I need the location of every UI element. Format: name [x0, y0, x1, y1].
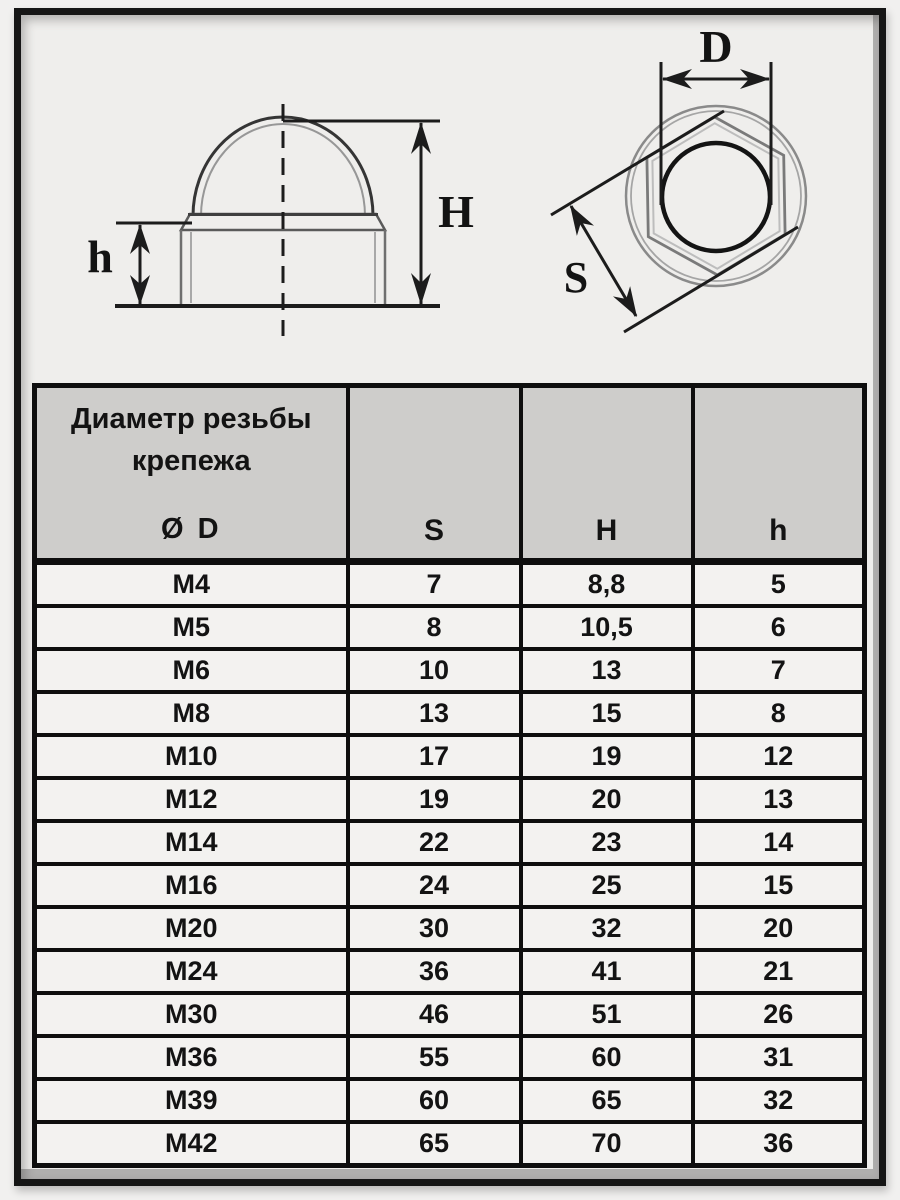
- dimensions-table: [32, 383, 867, 1168]
- cell-thread: M30: [35, 993, 348, 1036]
- cell-total-height: 60: [521, 1036, 693, 1079]
- outer-circle-inner-ring: [631, 111, 801, 281]
- cell-thread: M42: [35, 1122, 348, 1166]
- header-row: [35, 386, 865, 562]
- cell-total-height: 25: [521, 864, 693, 907]
- table-row: [35, 821, 865, 864]
- header-line2: крепежа: [131, 445, 251, 478]
- cell-thread: M24: [35, 950, 348, 993]
- header-wrench-size: [348, 386, 521, 562]
- header-label-s: S: [423, 514, 444, 547]
- cell-base-height: 20: [693, 907, 865, 950]
- cell-base-height: 15: [693, 864, 865, 907]
- cell-thread: M8: [35, 692, 348, 735]
- table-row: [35, 993, 865, 1036]
- cell-total-height: 15: [521, 692, 693, 735]
- header-line1: Диаметр резьбы: [70, 403, 312, 435]
- cell-wrench-size: 46: [348, 993, 521, 1036]
- cell-total-height: 10,5: [521, 606, 693, 649]
- cell-total-height: 20: [521, 778, 693, 821]
- cell-base-height: 36: [693, 1122, 865, 1166]
- cell-total-height: 23: [521, 821, 693, 864]
- cell-base-height: 6: [693, 606, 865, 649]
- tangent-line-lower: [624, 227, 798, 332]
- header-thread-diameter: [35, 386, 348, 562]
- cell-base-height: 31: [693, 1036, 865, 1079]
- cell-thread: M20: [35, 907, 348, 950]
- cell-wrench-size: 24: [348, 864, 521, 907]
- cell-wrench-size: 55: [348, 1036, 521, 1079]
- table-row: [35, 649, 865, 692]
- cell-total-height: 32: [521, 907, 693, 950]
- cell-thread: M5: [35, 606, 348, 649]
- tangent-line-upper: [551, 111, 724, 215]
- dome-circle: [662, 143, 770, 251]
- table-row: [35, 1036, 865, 1079]
- cell-base-height: 7: [693, 649, 865, 692]
- cell-thread: M12: [35, 778, 348, 821]
- cell-wrench-size: 13: [348, 692, 521, 735]
- cell-wrench-size: 60: [348, 1079, 521, 1122]
- cell-total-height: 19: [521, 735, 693, 778]
- technical-drawings: [0, 0, 900, 382]
- cell-wrench-size: 22: [348, 821, 521, 864]
- cell-total-height: 70: [521, 1122, 693, 1166]
- cell-wrench-size: 19: [348, 778, 521, 821]
- header-thread-diameter-text: [39, 398, 344, 482]
- cell-thread: M14: [35, 821, 348, 864]
- cell-total-height: 51: [521, 993, 693, 1036]
- cap-nut-side-view: [87, 104, 474, 336]
- cell-base-height: 26: [693, 993, 865, 1036]
- table-row: [35, 778, 865, 821]
- table-row: [35, 1122, 865, 1166]
- label-total-height: H: [438, 186, 474, 237]
- cap-nut-top-view: [551, 21, 806, 332]
- table-row: [35, 606, 865, 649]
- table-row: [35, 562, 865, 607]
- dimension-total-height: [411, 122, 474, 305]
- cell-base-height: 5: [693, 562, 865, 607]
- cell-wrench-size: 8: [348, 606, 521, 649]
- cell-thread: M10: [35, 735, 348, 778]
- cell-thread: M39: [35, 1079, 348, 1122]
- cell-thread: M6: [35, 649, 348, 692]
- header-label-h-total: H: [595, 514, 618, 547]
- header-total-height: [521, 386, 693, 562]
- cell-wrench-size: 17: [348, 735, 521, 778]
- cell-base-height: 14: [693, 821, 865, 864]
- dimension-dome-diameter: [661, 21, 771, 205]
- cell-thread: M4: [35, 562, 348, 607]
- table-row: [35, 950, 865, 993]
- cell-total-height: 8,8: [521, 562, 693, 607]
- cell-total-height: 65: [521, 1079, 693, 1122]
- cell-base-height: 8: [693, 692, 865, 735]
- cell-thread: M36: [35, 1036, 348, 1079]
- cell-base-height: 32: [693, 1079, 865, 1122]
- cell-wrench-size: 30: [348, 907, 521, 950]
- table-body: [35, 562, 865, 1166]
- label-dome-diameter: D: [699, 21, 733, 72]
- header-label-h-base: h: [769, 514, 788, 547]
- label-wrench-size: S: [563, 253, 589, 302]
- table-row: [35, 1079, 865, 1122]
- cell-total-height: 41: [521, 950, 693, 993]
- header-diameter-symbol: Ø D: [160, 512, 222, 545]
- cell-wrench-size: 65: [348, 1122, 521, 1166]
- cell-base-height: 12: [693, 735, 865, 778]
- cell-wrench-size: 7: [348, 562, 521, 607]
- table-row: [35, 692, 865, 735]
- header-base-height: [693, 386, 865, 562]
- table-row: [35, 907, 865, 950]
- cell-thread: M16: [35, 864, 348, 907]
- dimension-base-height: [87, 224, 150, 305]
- table-row: [35, 864, 865, 907]
- cell-total-height: 13: [521, 649, 693, 692]
- cell-base-height: 13: [693, 778, 865, 821]
- cell-wrench-size: 10: [348, 649, 521, 692]
- cell-wrench-size: 36: [348, 950, 521, 993]
- table-row: [35, 735, 865, 778]
- label-base-height: h: [87, 231, 113, 282]
- arrowhead-downright-icon: [613, 286, 646, 322]
- cell-base-height: 21: [693, 950, 865, 993]
